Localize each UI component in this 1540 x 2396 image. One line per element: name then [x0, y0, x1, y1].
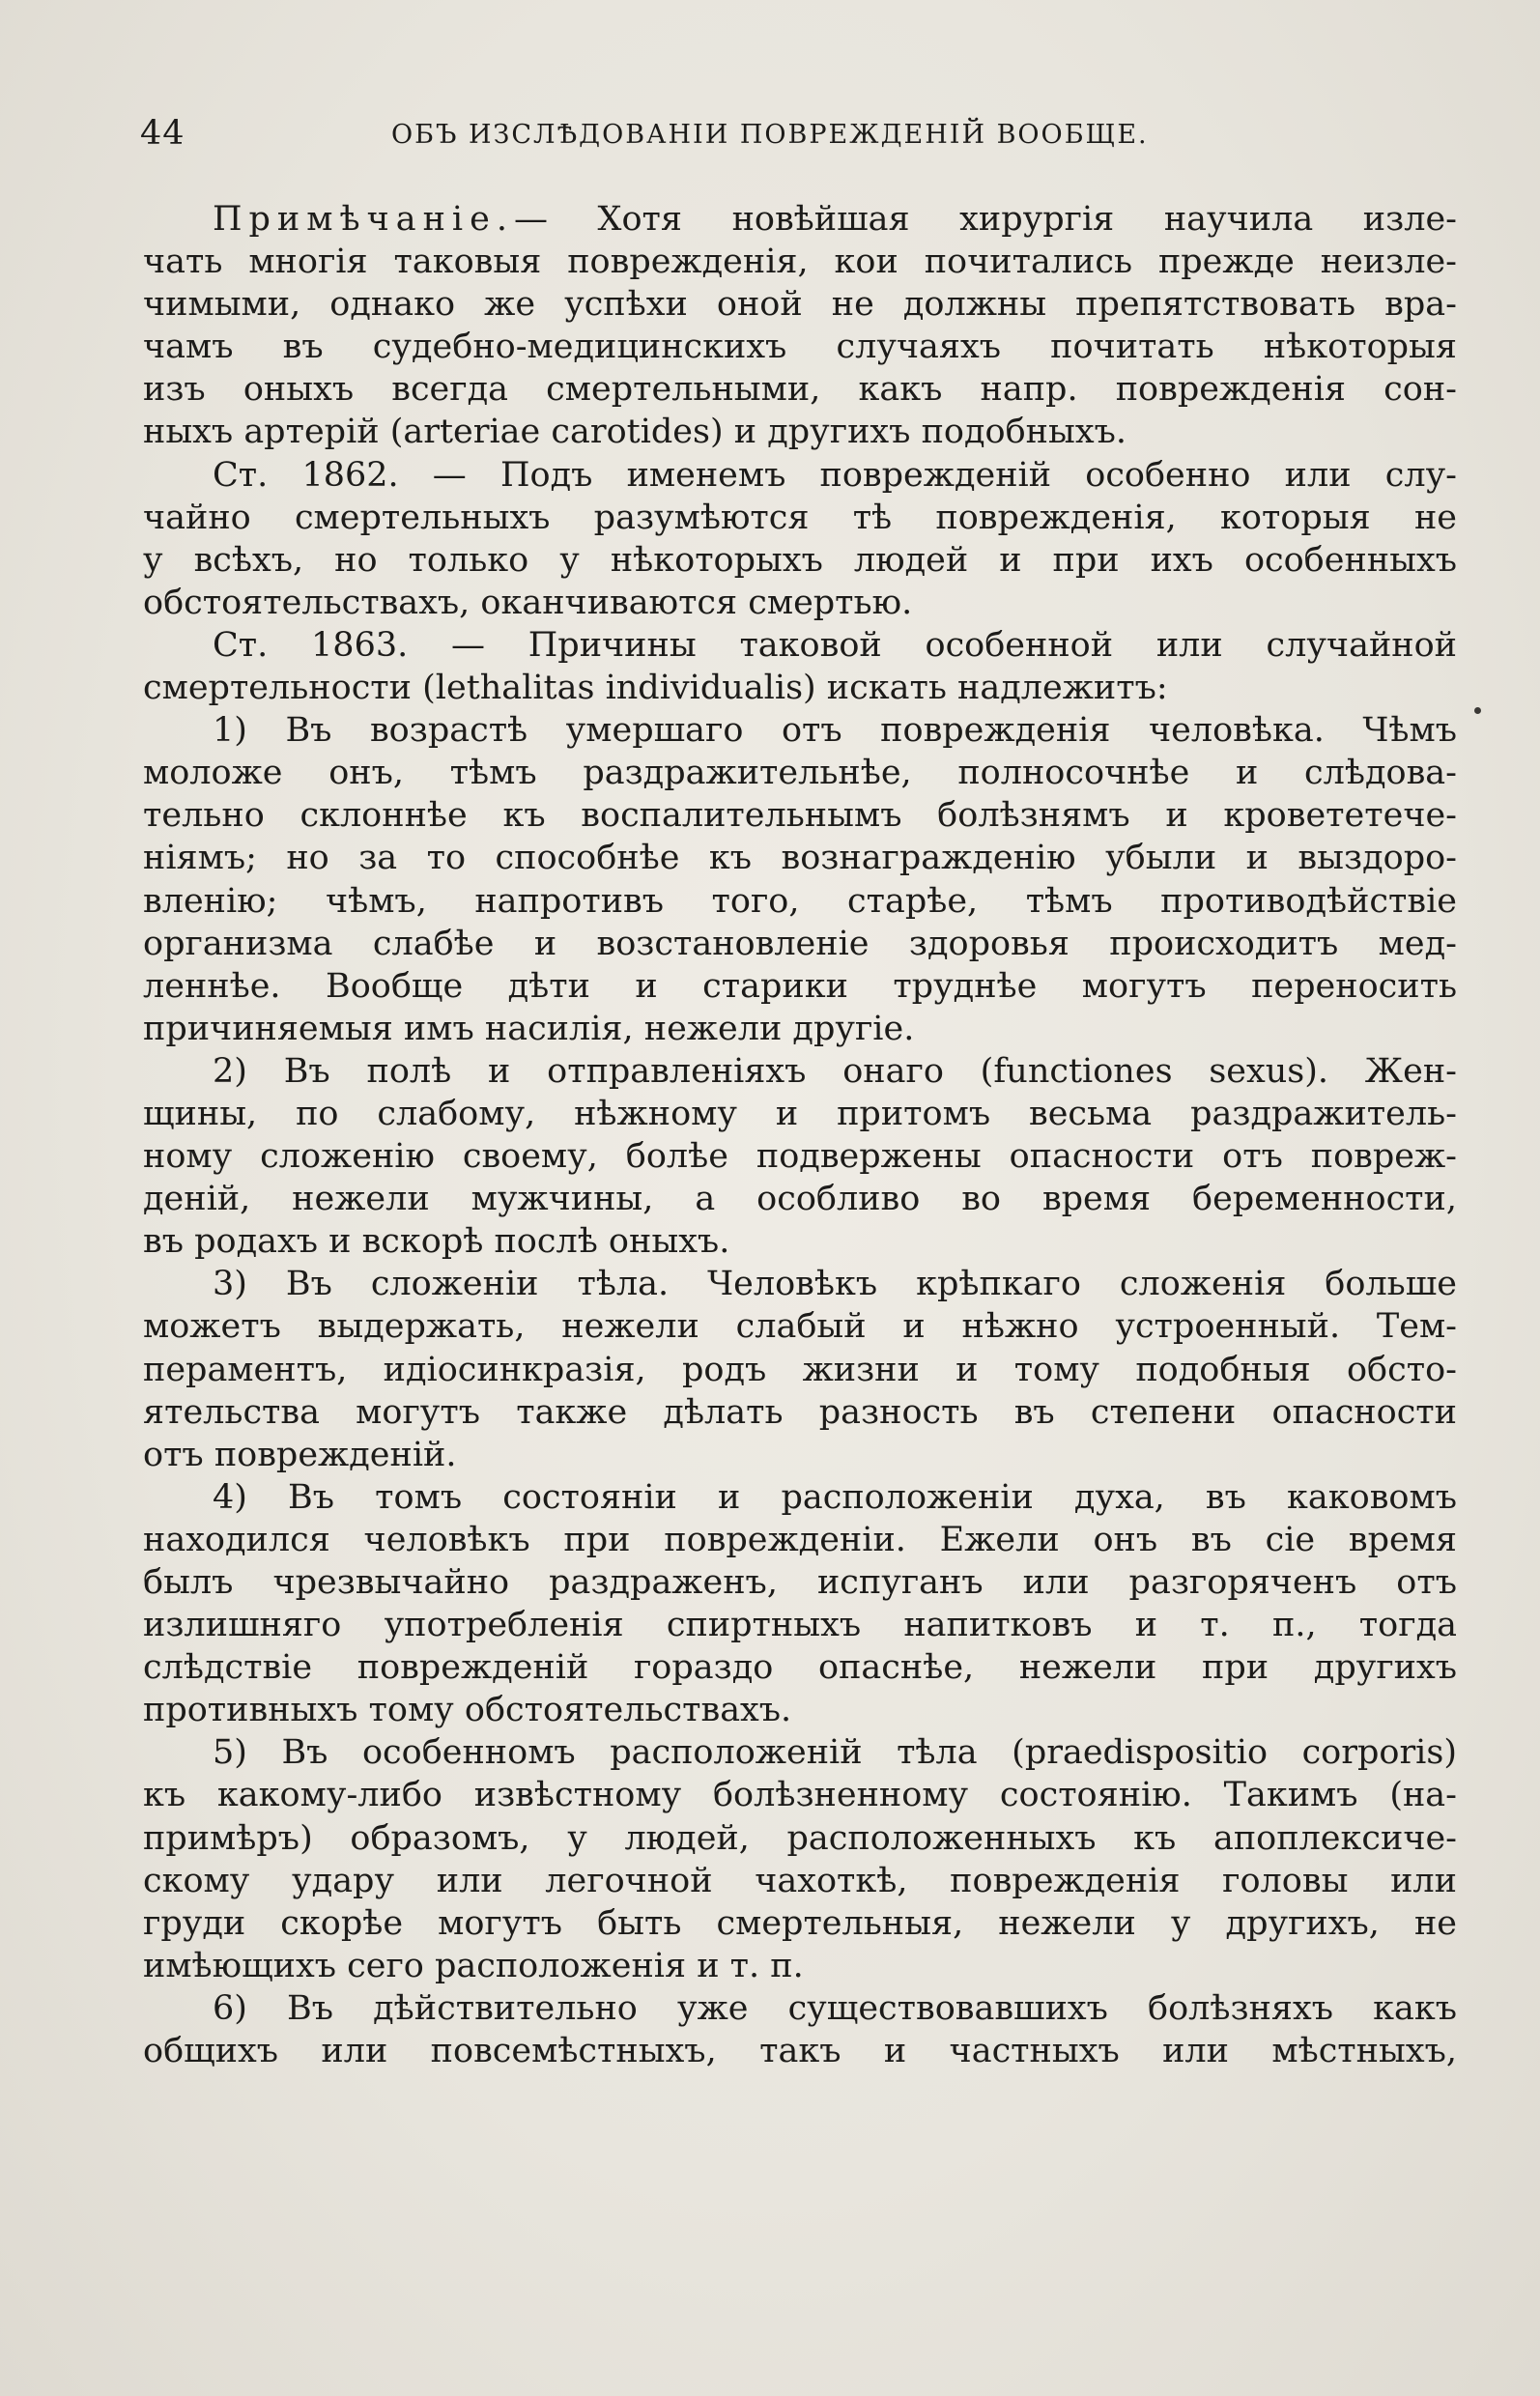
text-line: имѣющихъ сего расположенія и т. п.: [143, 1946, 804, 1985]
body-text: [143, 198, 1457, 2072]
text-line: ному сложенію своему, болѣе подвержены опасности отъ поврeж-: [143, 1137, 1457, 1177]
text-line: къ какому-либо извѣстному болѣзненному состоянію. Такимъ (на-: [143, 1776, 1457, 1815]
text-line: въ родахъ и вскорѣ послѣ оныхъ.: [143, 1222, 730, 1262]
text-line: чайно смертельныхъ разумѣются тѣ повреждeнія, которыя не: [143, 498, 1457, 537]
text-line: Примѣчаніе.— Хотя новѣйшая хирургія научила излe-: [213, 200, 1457, 239]
note-label: Примѣчаніе.: [213, 200, 514, 239]
text-line: 5) Въ особенномъ расположеній тѣла (praedispositio corporis): [213, 1733, 1457, 1773]
text-line: организма слабѣе и возстановленіе здоровья происходитъ мед-: [143, 924, 1457, 963]
ink-speck: [1474, 707, 1481, 714]
text-line: обстоятельствахъ, оканчиваются смертью.: [143, 583, 913, 622]
text-line: тельно склоннѣе къ воспалительнымъ болѣзнямъ и кровететече-: [143, 796, 1457, 836]
text-line: ніямъ; но за то способнѣе къ вознагражденію убыли и выздоро-: [143, 839, 1457, 878]
text-line: можетъ выдержать, нежели слабый и нѣжно устроенный. Тем-: [143, 1307, 1457, 1347]
text-line: леннѣе. Вообще дѣти и старики труднѣе могутъ переносить: [143, 966, 1457, 1006]
text-line: отъ поврeжденій.: [143, 1435, 457, 1474]
text-line: моложе онъ, тѣмъ раздражительнѣе, полносочнѣе и слѣдова-: [143, 754, 1457, 793]
running-title: ОБЪ ИЗСЛѢДОВАНІИ ПОВРЕЖДЕНІЙ ВООБЩЕ.: [391, 120, 1149, 150]
text-line: скому удару или легочной чахоткѣ, повреждeнія головы или: [143, 1861, 1457, 1900]
text-line: слѣдствіе повреждeній гораздо опаснѣе, нежели при другихъ: [143, 1648, 1457, 1688]
text-line: излишняго употребленія спиртныхъ напитковъ и т. п., тогда: [143, 1606, 1457, 1645]
text-line: Ст. 1863. — Причины таковой особенной или случайной: [213, 625, 1457, 665]
text-line: 3) Въ сложеніи тѣла. Человѣкъ крѣпкаго сложенія больше: [213, 1265, 1457, 1304]
page-header: [140, 114, 1454, 162]
text-line: былъ чрезвычайно раздраженъ, испуганъ или разгоряченъ отъ: [143, 1563, 1457, 1602]
text-line: изъ оныхъ всегда смертельными, какъ напр. поврежденія сон-: [143, 370, 1457, 410]
text-line: 2) Въ полѣ и отправленіяхъ онаго (functiones sexus). Жен-: [213, 1051, 1457, 1091]
text-line: щины, по слабому, нѣжному и притомъ весьма раздражитель-: [143, 1094, 1457, 1133]
text-line: вленію; чѣмъ, напротивъ того, старѣе, тѣмъ противодѣйствіе: [143, 881, 1457, 921]
text-line: примѣръ) образомъ, у людей, расположенныхъ къ апоплексиче-: [143, 1818, 1457, 1858]
text-line: пераментъ, идіосинкразія, родъ жизни и тому подобныя обсто-: [143, 1350, 1457, 1389]
text-line: Ст. 1862. — Подъ именемъ повреждeній особенно или слу-: [213, 455, 1457, 495]
text-line: 6) Въ дѣйствительно уже существовавшихъ болѣзняхъ какъ: [213, 1988, 1457, 2028]
text-line: находился человѣкъ при повреждeніи. Ежели онъ въ сіе время: [143, 1520, 1457, 1559]
page-number: 44: [140, 114, 185, 153]
text-line: смертельности (lethalitas individualis) искать надлежитъ:: [143, 669, 1168, 708]
text-line: 4) Въ томъ состояніи и расположеніи духа, въ каковомъ: [213, 1477, 1457, 1517]
text-line: причиняемыя имъ насилія, нежели другіе.: [143, 1009, 915, 1048]
text-line: 1) Въ возрастѣ умершаго отъ поврежденія человѣка. Чѣмъ: [213, 711, 1457, 751]
text-line: противныхъ тому обстоятельствахъ.: [143, 1691, 792, 1730]
text-line: общихъ или повсемѣстныхъ, такъ и частныхъ или мѣстныхъ,: [143, 2032, 1457, 2071]
text-line: ятельства могутъ также дѣлать разность въ степени опасности: [143, 1392, 1457, 1432]
text-line: у всѣхъ, но только у нѣкоторыхъ людей и при ихъ особенныхъ: [143, 540, 1457, 580]
text-line: чимыми, однако же успѣхи оной не должны препятствовать вра-: [143, 285, 1457, 325]
text-line: чать многія таковыя повреждeнія, кои почитались прежде неизле-: [143, 242, 1457, 282]
text-line: деній, нежели мужчины, а особливо во время беременности,: [143, 1180, 1457, 1219]
text-line: груди скорѣе могутъ быть смертельныя, нежели у другихъ, не: [143, 1903, 1457, 1943]
text-line: чамъ въ судебно-медицинскихъ случаяхъ почитать нѣкоторыя: [143, 328, 1457, 367]
text-line: ныхъ артерій (arteriae carotides) и другихъ подобныхъ.: [143, 413, 1126, 452]
